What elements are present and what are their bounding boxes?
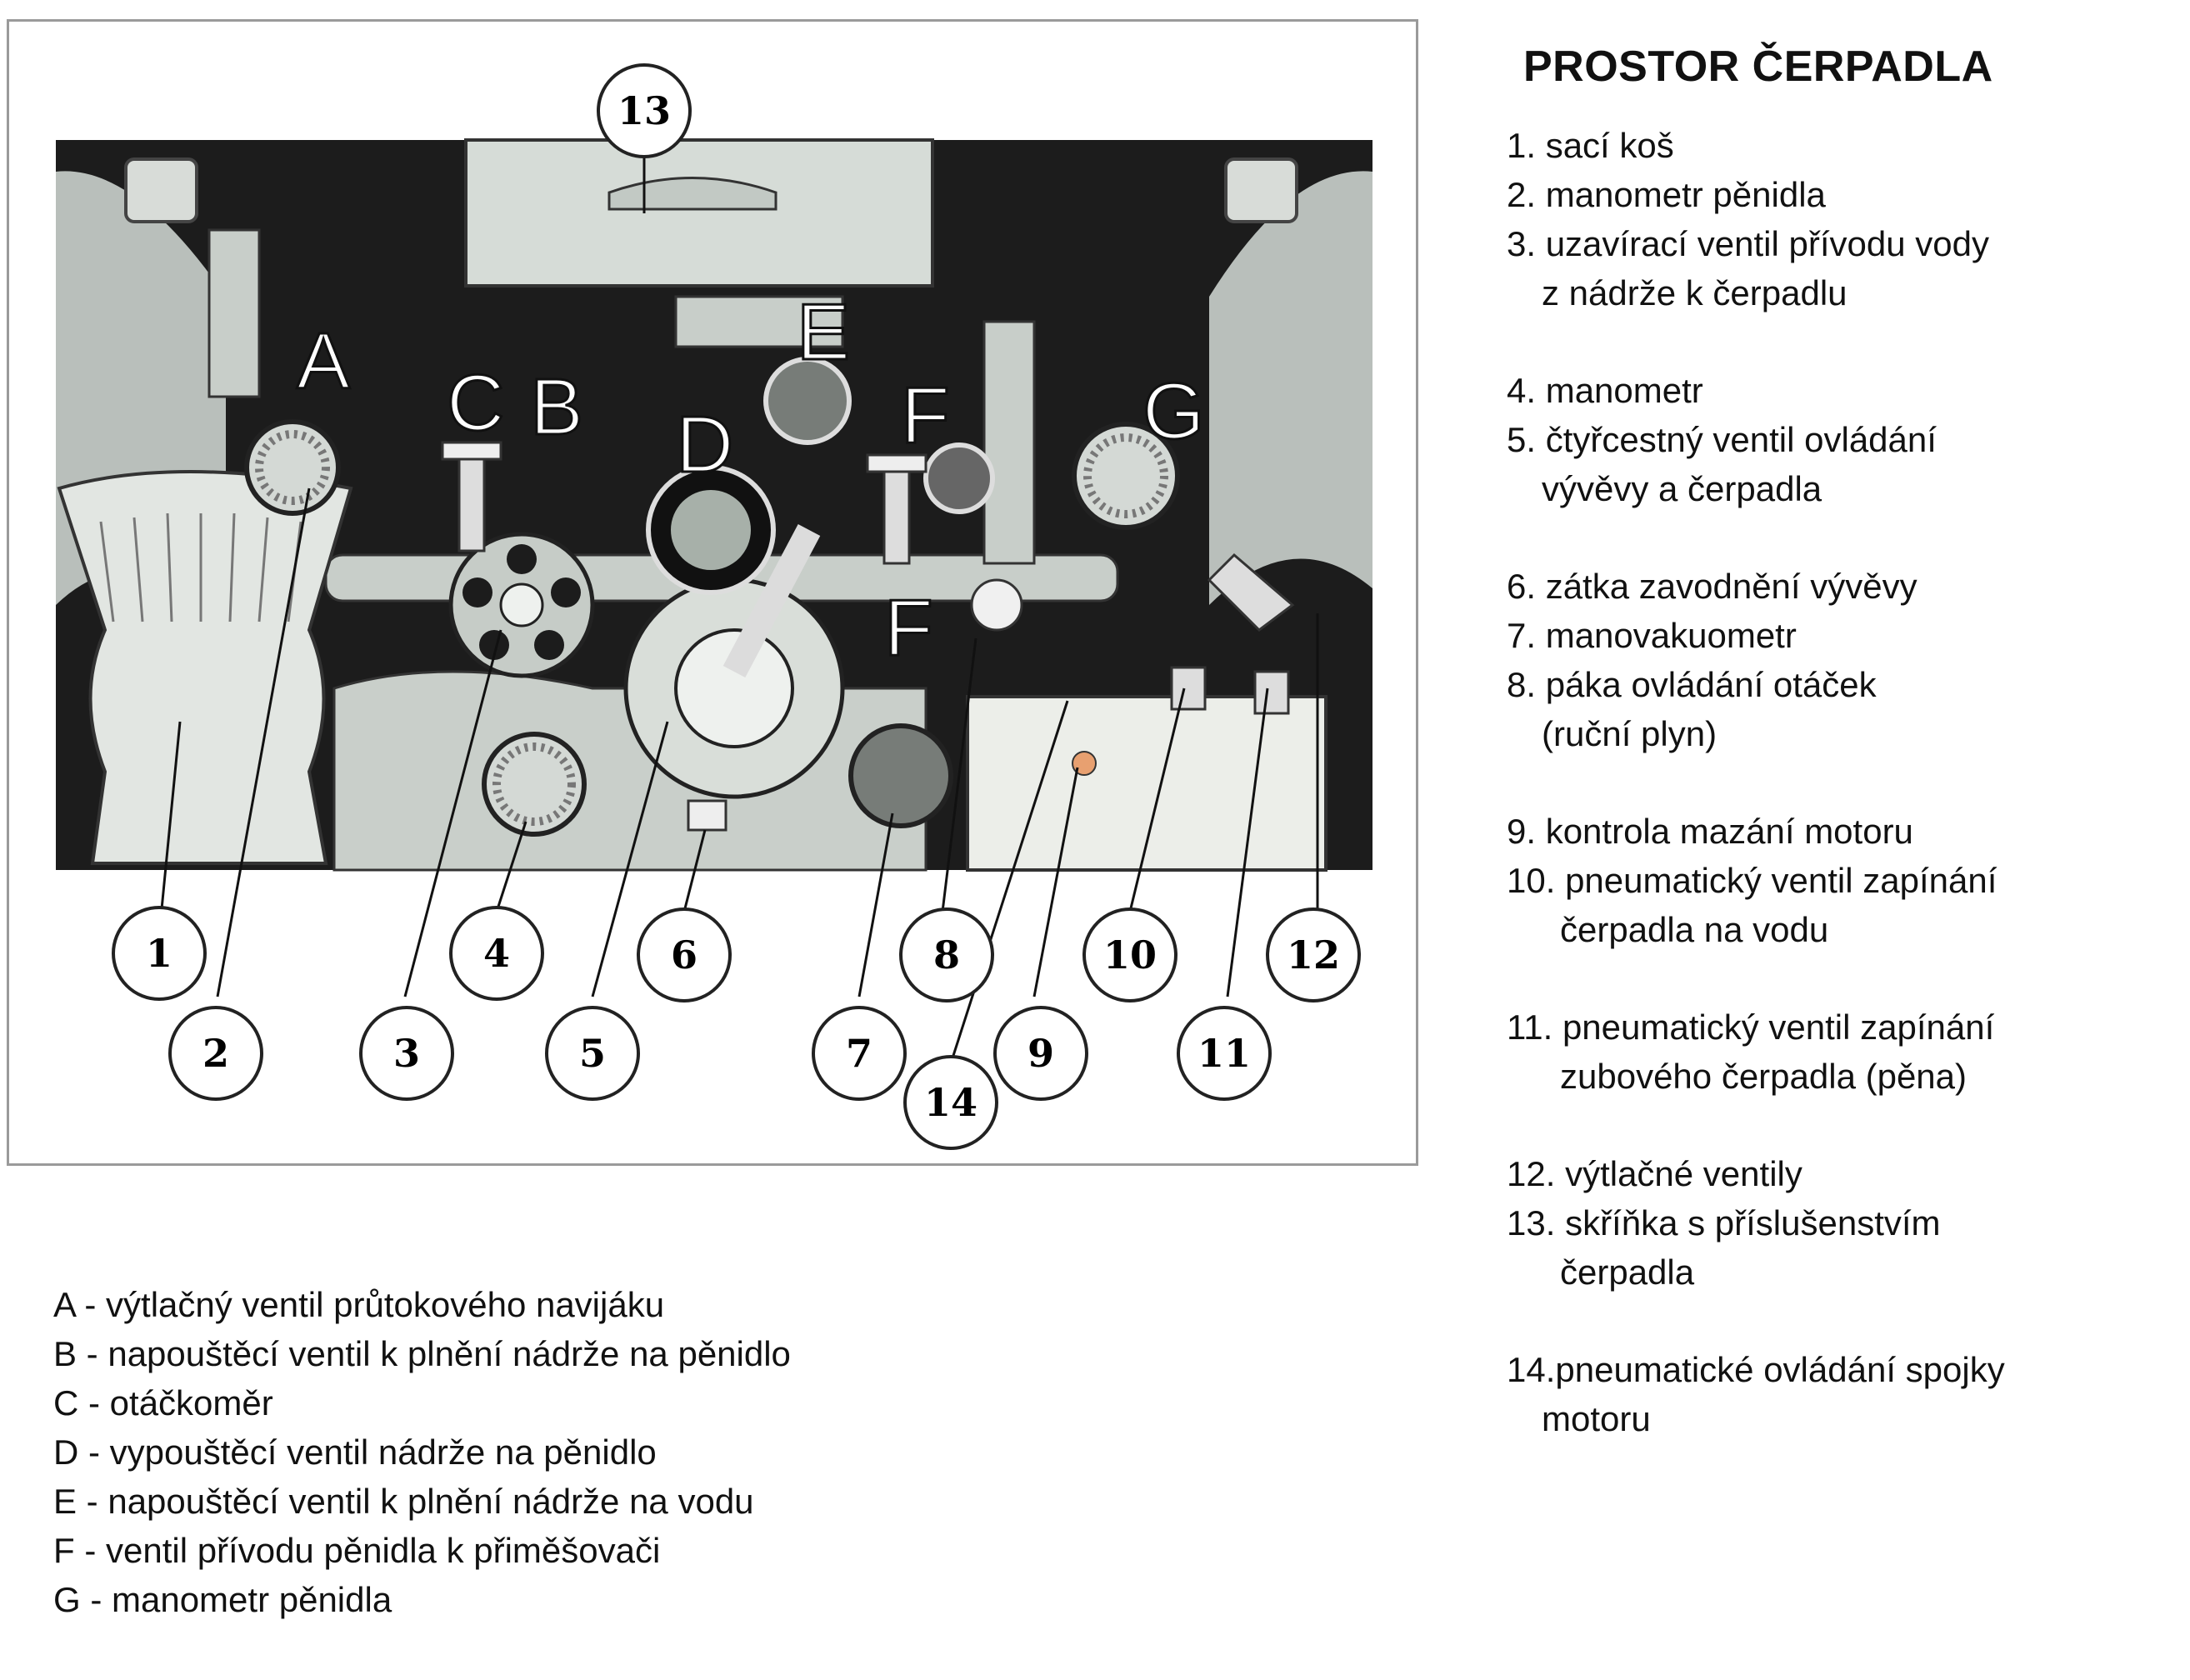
letter-item-b: B - napouštěcí ventil k plnění nádrže na pěnidlo [53, 1334, 791, 1373]
callout-7 [813, 1008, 905, 1099]
legend-item-5: 5. čtyřcestný ventil ovládání vývěvy a čerpadla [1507, 420, 1937, 508]
callout-14 [905, 1057, 997, 1148]
letter-label: F [884, 583, 933, 672]
callout-11 [1178, 1008, 1270, 1099]
legend-item-1: 1. sací koš [1507, 126, 1674, 165]
svg-text:14: 14 [923, 1080, 978, 1125]
legend-item-4: 4. manometr [1507, 371, 1703, 410]
callout-13 [598, 65, 690, 157]
callout-9 [995, 1008, 1087, 1099]
legend-item-12: 12. výtlačné ventily [1507, 1154, 1802, 1193]
svg-text:3: 3 [392, 1031, 421, 1076]
right-light [1226, 159, 1297, 222]
letter-item-g: G - manometr pěnidla [53, 1580, 392, 1619]
callout-12 [1268, 909, 1359, 1001]
letter-label: D [676, 400, 734, 489]
legend-item-10: 10. pneumatický ventil zapínání čerpadla na vodu [1507, 861, 1998, 949]
letter-label: E [797, 288, 851, 377]
svg-text:2: 2 [202, 1031, 230, 1076]
legend-item-8: 8. páka ovládání otáček (ruční plyn) [1507, 665, 1877, 753]
callout-6 [638, 909, 730, 1001]
lettered-legend [53, 1280, 791, 1624]
letter-item-a: A - výtlačný ventil průtokového navijáku [53, 1285, 665, 1324]
callout-5 [547, 1008, 638, 1099]
legend-title: PROSTOR ČERPADLA [1523, 42, 1993, 91]
letter-label: A [297, 317, 351, 406]
legend-item-11: 11. pneumatický ventil zapínání zubového čerpadla (pěna) [1507, 1008, 1995, 1096]
callout-4 [451, 908, 542, 999]
svg-text:7: 7 [845, 1031, 873, 1076]
pump-compartment-illustration [9, 22, 1416, 1163]
legend-item-13: 13. skříňka s příslušenstvím čerpadla [1507, 1203, 1941, 1292]
letter-item-c: C - otáčkoměr [53, 1383, 273, 1422]
left-light [126, 159, 197, 222]
legend-item-2: 2. manometr pěnidla [1507, 175, 1826, 214]
callout-10 [1084, 909, 1176, 1001]
accessory-box [466, 140, 932, 286]
svg-text:6: 6 [670, 932, 698, 978]
svg-text:8: 8 [932, 932, 961, 978]
letter-label: C [447, 358, 505, 448]
letter-item-e: E - napouštěcí ventil k plnění nádrže na vodu [53, 1482, 754, 1521]
pipe-left-vertical [209, 230, 259, 397]
callout-1 [113, 908, 205, 999]
pipe-right-vertical [984, 322, 1034, 563]
legend-item-3: 3. uzavírací ventil přívodu vody z nádrže k čerpadlu [1507, 224, 1989, 312]
numbered-legend [1507, 121, 2005, 1443]
callout-2 [170, 1008, 262, 1099]
legend-item-7: 7. manovakuometr [1507, 616, 1797, 655]
letter-label: F [901, 371, 950, 460]
svg-text:1: 1 [145, 931, 173, 976]
callout-3 [361, 1008, 452, 1099]
diagram-frame [7, 19, 1418, 1166]
throttle-lever-knob [972, 580, 1022, 630]
letter-item-d: D - vypouštěcí ventil nádrže na pěnidlo [53, 1432, 657, 1472]
letter-label: G [1142, 367, 1205, 456]
svg-text:10: 10 [1102, 932, 1158, 978]
letter-label: B [530, 362, 584, 452]
legend-item-14: 14.pneumatické ovládání spojky motoru [1507, 1350, 2005, 1438]
svg-text:13: 13 [617, 88, 672, 133]
callout-8 [901, 909, 992, 1001]
legend-item-9: 9. kontrola mazání motoru [1507, 812, 1913, 851]
svg-text:9: 9 [1027, 1031, 1055, 1076]
drain-plug [688, 801, 726, 830]
svg-text:4: 4 [482, 931, 511, 976]
svg-text:12: 12 [1286, 932, 1341, 978]
svg-text:5: 5 [578, 1031, 607, 1076]
legend-item-6: 6. zátka zavodnění vývěvy [1507, 567, 1918, 606]
letter-item-f: F - ventil přívodu pěnidla k přiměšovači [53, 1531, 661, 1570]
svg-text:11: 11 [1197, 1031, 1252, 1076]
